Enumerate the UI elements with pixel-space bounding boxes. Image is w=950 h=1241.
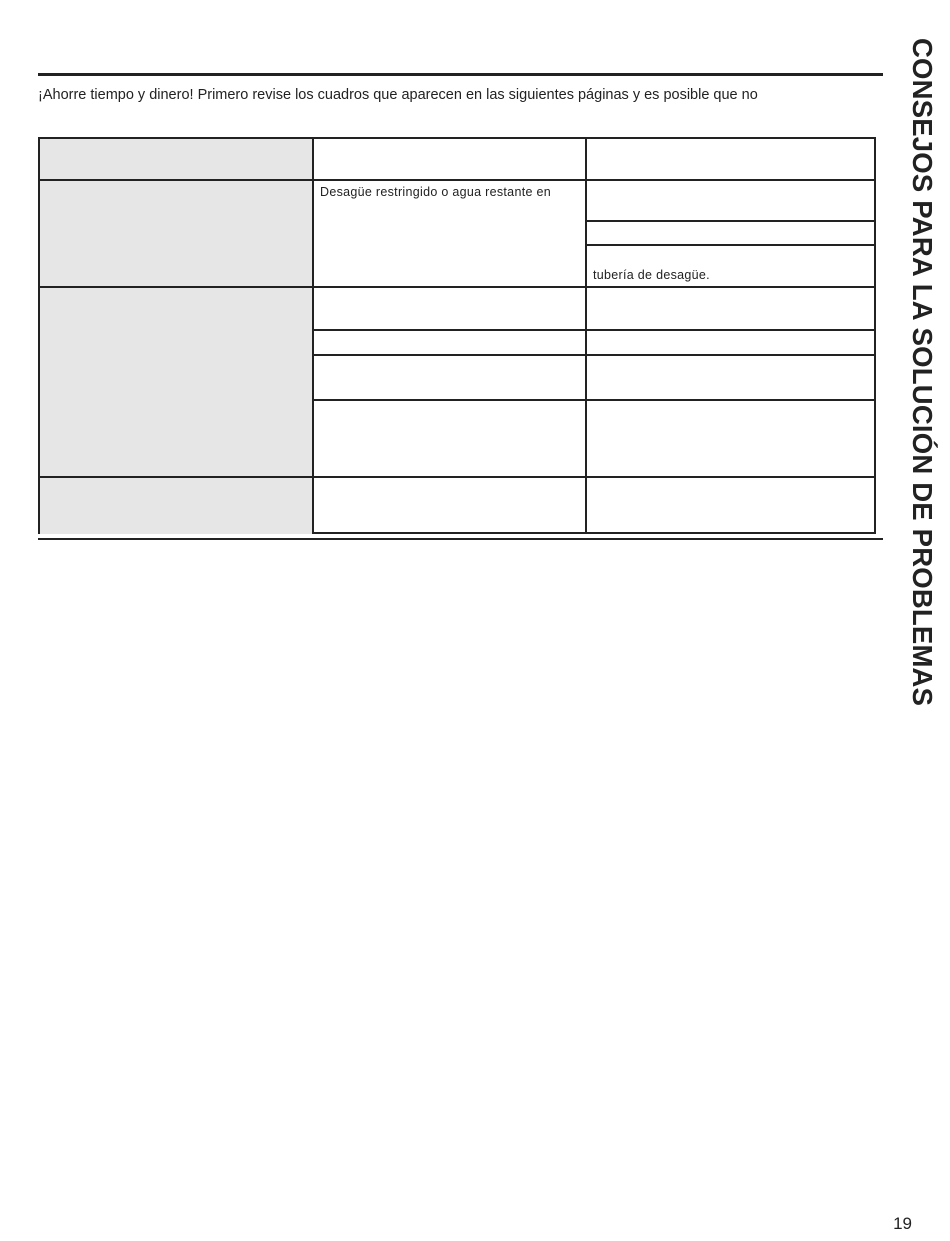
row-divider (314, 399, 876, 401)
top-rule (38, 73, 883, 76)
row-divider (40, 476, 876, 478)
cause-cell-drain (314, 181, 585, 286)
cause-text-drain: Desagüe restringido o agua restante en (320, 185, 551, 199)
solution-cell-drain-pipe (587, 246, 876, 286)
row-divider (587, 220, 876, 222)
column-divider-2 (585, 139, 587, 534)
problem-cell-1 (40, 139, 312, 179)
problem-cell-2 (40, 181, 312, 286)
section-title: CONSEJOS PARA LA SOLUCIÓN DE PROBLEMAS (907, 38, 938, 707)
row-divider (40, 286, 876, 288)
row-divider (314, 354, 876, 356)
troubleshooting-table (38, 137, 876, 534)
row-divider (314, 329, 876, 331)
problem-cell-4 (40, 478, 312, 534)
solution-text-drain-pipe: tubería de desagüe. (593, 268, 710, 282)
intro-text: ¡Ahorre tiempo y dinero! Primero revise los cuadros que aparecen en las siguientes páginas y es posible que no (38, 87, 758, 103)
bottom-rule (38, 538, 883, 540)
page-number: 19 (893, 1214, 912, 1233)
problem-cell-3 (40, 288, 312, 476)
